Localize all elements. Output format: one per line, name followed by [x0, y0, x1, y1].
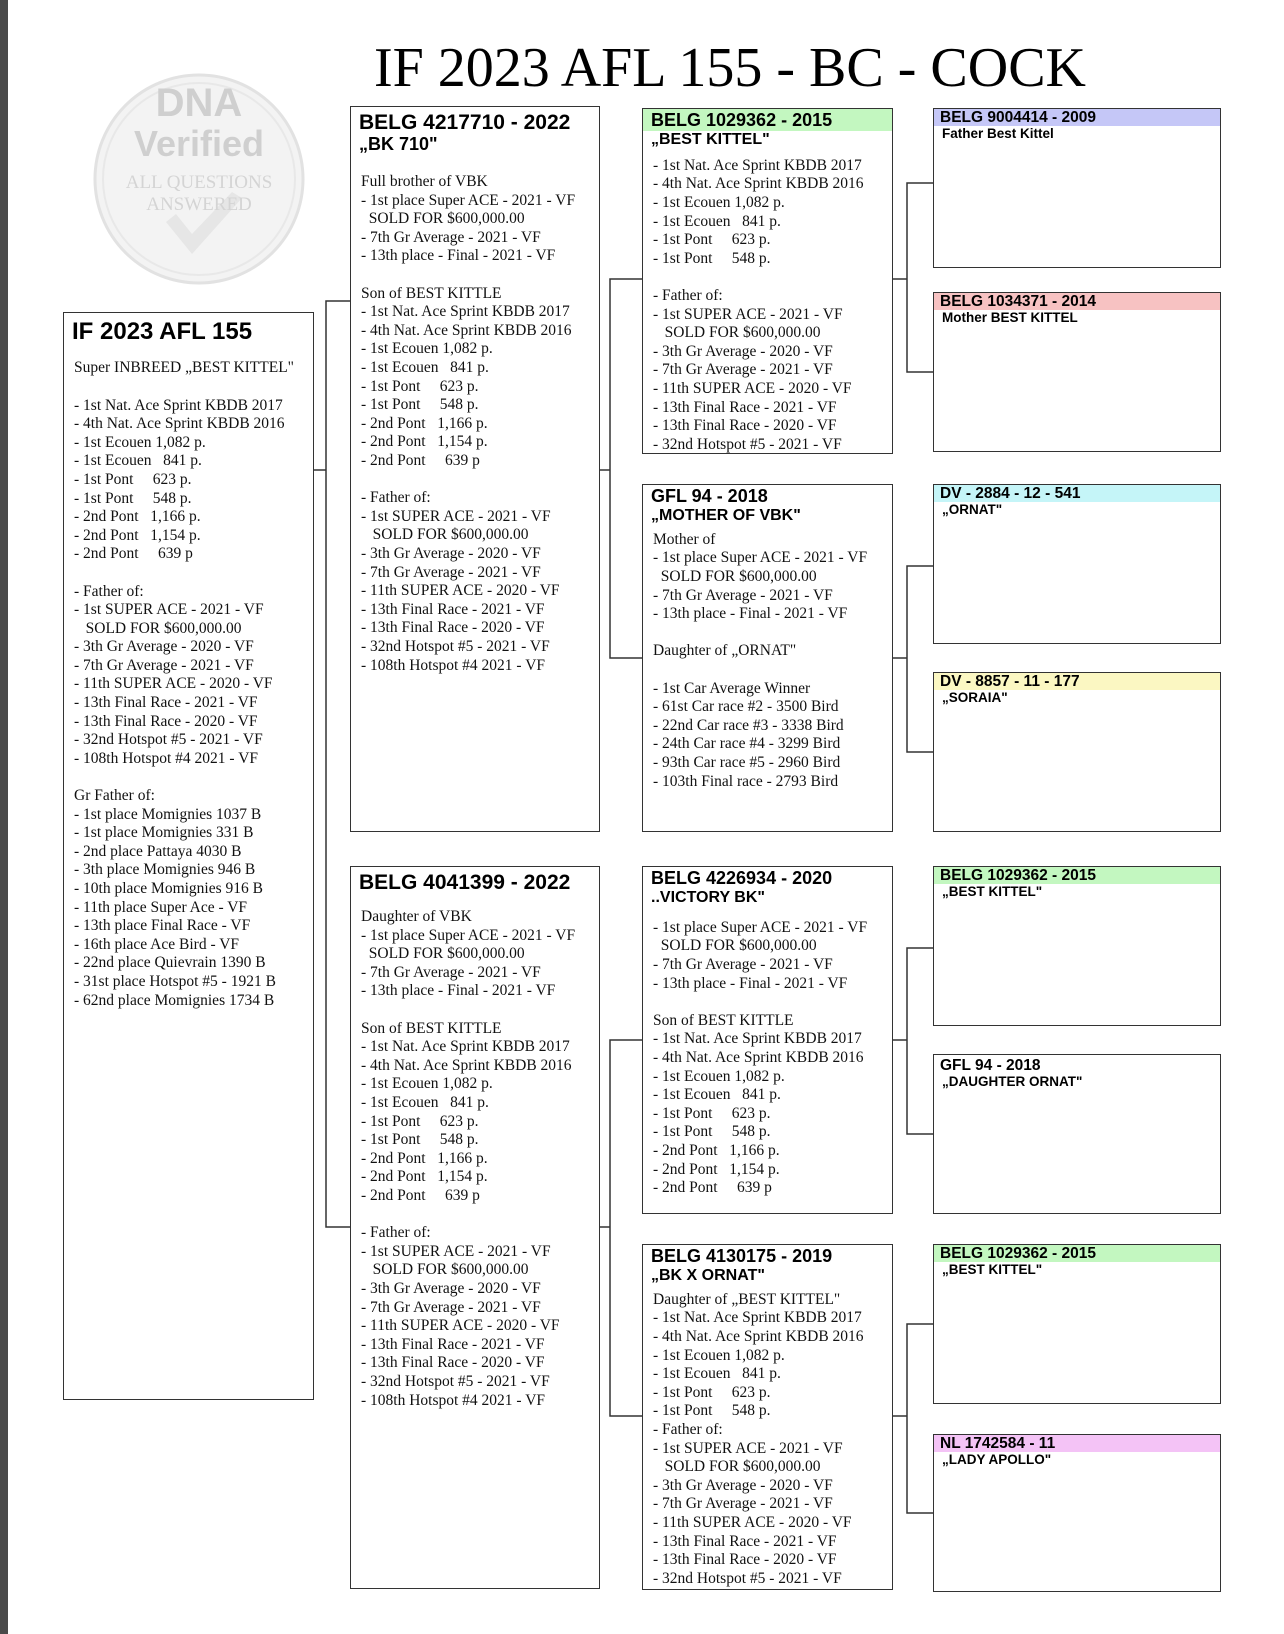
dam-performance: Daughter of VBK - 1st place Super ACE - 2021 - VF SOLD FOR $600,000.00 - 7th Gr Average - 2021 - VF - 13th place - Final - 2021 - VF Son of BEST KITTLE - 1st Nat. Ace Sprint KBDB 2017 - 4th Nat. Ace Sprint KBDB 2016 - 1st Ecouen 1,082 p. - 1st Ecouen 841 p. - 1st Pont 623 p. - 1st Pont 548 p. - 2nd Pont 1,166 p. - 2nd Pont 1,154 p. - 2nd Pont 639 p - Father of: - 1st SUPER ACE - 2021 - VF SOLD FOR $600,000.00 - 3th Gr Average - 2020 - VF - 7th Gr Average - 2021 - VF - 11th SUPER ACE - 2020 - VF - 13th Final Race - 2021 - VF - 13th Final Race - 2020 - VF - 32nd Hotspot #5 - 2021 - VF - 108th Hotspot #4 2021 - VF [361, 908, 576, 1409]
sire-ring-number: BELG 4217710 - 2022 [359, 111, 571, 134]
sire-dam-ring-number: GFL 94 - 2018 [651, 486, 768, 506]
gen4-ring-number: BELG 9004414 - 2009 [934, 109, 1220, 126]
gen4-box-1 [933, 108, 1221, 268]
gen4-ring-number: BELG 1029362 - 2015 [934, 867, 1220, 884]
stamp-line4: ANSWERED [146, 194, 252, 215]
subject-performance: Super INBREED „BEST KITTEL" - 1st Nat. Ace Sprint KBDB 2017 - 4th Nat. Ace Sprint KBDB 2016 - 1st Ecouen 1,082 p. - 1st Ecouen 841 p. - 1st Pont 623 p. - 1st Pont 548 p. - 2nd Pont 1,166 p. - 2nd Pont 1,154 p. - 2nd Pont 639 p - Father of: - 1st SUPER ACE - 2021 - VF SOLD FOR $600,000.00 - 3th Gr Average - 2020 - VF - 7th Gr Average - 2021 - VF - 11th SUPER ACE - 2020 - VF - 13th Final Race - 2021 - VF - 13th Final Race - 2020 - VF - 32nd Hotspot #5 - 2021 - VF - 108th Hotspot #4 2021 - VF Gr Father of: - 1st place Momignies 1037 B - 1st place Momignies 331 B - 2nd place Pattaya 4030 B - 3th place Momignies 946 B - 10th place Momignies 916 B - 11th place Super Ace - VF - 13th place Final Race - VF - 16th place Ace Bird - VF - 22nd place Quievrain 1390 B - 31st place Hotspot #5 - 1921 B - 62nd place Momignies 1734 B [74, 359, 294, 1009]
dam-sire-ring-number: BELG 4226934 - 2020 [651, 868, 833, 888]
dam-dam-name: „BK X ORNAT" [651, 1266, 765, 1284]
gen4-name: „ORNAT" [942, 502, 1003, 517]
sire-sire-ring-number: BELG 1029362 - 2015 [643, 109, 892, 131]
gen4-box-5 [933, 866, 1221, 1026]
sire-dam-box [642, 484, 893, 832]
gen4-name: Mother BEST KITTEL [942, 310, 1078, 325]
gen4-ring-number: BELG 1029362 - 2015 [934, 1245, 1220, 1262]
gen4-name: „BEST KITTEL" [942, 884, 1043, 899]
stamp-line3: ALL QUESTIONS [125, 172, 273, 193]
gen4-box-8 [933, 1434, 1221, 1592]
dam-dam-ring-number: BELG 4130175 - 2019 [651, 1246, 833, 1266]
sire-box [350, 106, 600, 832]
gen4-ring-number: DV - 8857 - 11 - 177 [934, 673, 1220, 690]
gen4-name: „SORAIA" [942, 690, 1008, 705]
stamp-line1: DNA [155, 81, 243, 125]
sire-sire-name: „BEST KITTEL" [651, 130, 770, 148]
gen4-box-6 [933, 1054, 1221, 1214]
gen4-ring-number: GFL 94 - 2018 [940, 1057, 1041, 1074]
gen4-box-3 [933, 484, 1221, 644]
gen4-name: „DAUGHTER ORNAT" [942, 1074, 1083, 1089]
sire-sire-box [642, 108, 893, 454]
dam-ring-number: BELG 4041399 - 2022 [359, 871, 571, 894]
subject-ring-number: IF 2023 AFL 155 [72, 318, 253, 345]
dam-dam-box [642, 1244, 893, 1590]
gen4-name: „BEST KITTEL" [942, 1262, 1043, 1277]
gen4-ring-number: DV - 2884 - 12 - 541 [934, 485, 1220, 502]
subject-box [63, 312, 314, 1400]
sire-sire-performance: - 1st Nat. Ace Sprint KBDB 2017 - 4th Nat. Ace Sprint KBDB 2016 - 1st Ecouen 1,082 p. - 1st Ecouen 841 p. - 1st Pont 623 p. - 1st Pont 548 p. - Father of: - 1st SUPER ACE - 2021 - VF SOLD FOR $600,000.00 - 3th Gr Average - 2020 - VF - 7th Gr Average - 2021 - VF - 11th SUPER ACE - 2020 - VF - 13th Final Race - 2021 - VF - 13th Final Race - 2020 - VF - 32nd Hotspot #5 - 2021 - VF [653, 156, 864, 453]
gen4-name: Father Best Kittel [942, 126, 1054, 141]
sire-name: „BK 710" [359, 134, 438, 155]
dam-sire-performance: - 1st place Super ACE - 2021 - VF SOLD FOR $600,000.00 - 7th Gr Average - 2021 - VF - 13th place - Final - 2021 - VF Son of BEST KITTLE - 1st Nat. Ace Sprint KBDB 2017 - 4th Nat. Ace Sprint KBDB 2016 - 1st Ecouen 1,082 p. - 1st Ecouen 841 p. - 1st Pont 623 p. - 1st Pont 548 p. - 2nd Pont 1,166 p. - 2nd Pont 1,154 p. - 2nd Pont 639 p [653, 918, 868, 1197]
dam-sire-name: ..VICTORY BK" [651, 888, 765, 906]
gen4-box-2 [933, 292, 1221, 452]
dam-dam-performance: Daughter of „BEST KITTEL" - 1st Nat. Ace Sprint KBDB 2017 - 4th Nat. Ace Sprint KBDB 2016 - 1st Ecouen 1,082 p. - 1st Ecouen 841 p. - 1st Pont 623 p. - 1st Pont 548 p. - Father of: - 1st SUPER ACE - 2021 - VF SOLD FOR $600,000.00 - 3th Gr Average - 2020 - VF - 7th Gr Average - 2021 - VF - 11th SUPER ACE - 2020 - VF - 13th Final Race - 2021 - VF - 13th Final Race - 2020 - VF - 32nd Hotspot #5 - 2021 - VF [653, 1290, 864, 1587]
gen4-ring-number: NL 1742584 - 11 [934, 1435, 1220, 1452]
gen4-box-7 [933, 1244, 1221, 1404]
sire-dam-name: „MOTHER OF VBK" [651, 506, 801, 524]
sire-performance: Full brother of VBK - 1st place Super ACE - 2021 - VF SOLD FOR $600,000.00 - 7th Gr Average - 2021 - VF - 13th place - Final - 2021 - VF Son of BEST KITTLE - 1st Nat. Ace Sprint KBDB 2017 - 4th Nat. Ace Sprint KBDB 2016 - 1st Ecouen 1,082 p. - 1st Ecouen 841 p. - 1st Pont 623 p. - 1st Pont 548 p. - 2nd Pont 1,166 p. - 2nd Pont 1,154 p. - 2nd Pont 639 p - Father of: - 1st SUPER ACE - 2021 - VF SOLD FOR $600,000.00 - 3th Gr Average - 2020 - VF - 7th Gr Average - 2021 - VF - 11th SUPER ACE - 2020 - VF - 13th Final Race - 2021 - VF - 13th Final Race - 2020 - VF - 32nd Hotspot #5 - 2021 - VF - 108th Hotspot #4 2021 - VF [361, 173, 576, 674]
gen4-name: „LADY APOLLO" [942, 1452, 1052, 1467]
dam-sire-box [642, 866, 893, 1214]
page-title: IF 2023 AFL 155 - BC - COCK [373, 37, 1086, 99]
stamp-line2: Verified [133, 123, 265, 164]
gen4-ring-number: BELG 1034371 - 2014 [934, 293, 1220, 310]
dam-box [350, 866, 600, 1589]
sire-dam-performance: Mother of - 1st place Super ACE - 2021 - VF SOLD FOR $600,000.00 - 7th Gr Average - 2021 - VF - 13th place - Final - 2021 - VF Daughter of „ORNAT" - 1st Car Average Winner - 61st Car race #2 - 3500 Bird - 22nd Car race #3 - 3338 Bird - 24th Car race #4 - 3299 Bird - 93th Car race #5 - 2960 Bird - 103th Final race - 2793 Bird [653, 530, 868, 790]
gen4-box-4 [933, 672, 1221, 832]
